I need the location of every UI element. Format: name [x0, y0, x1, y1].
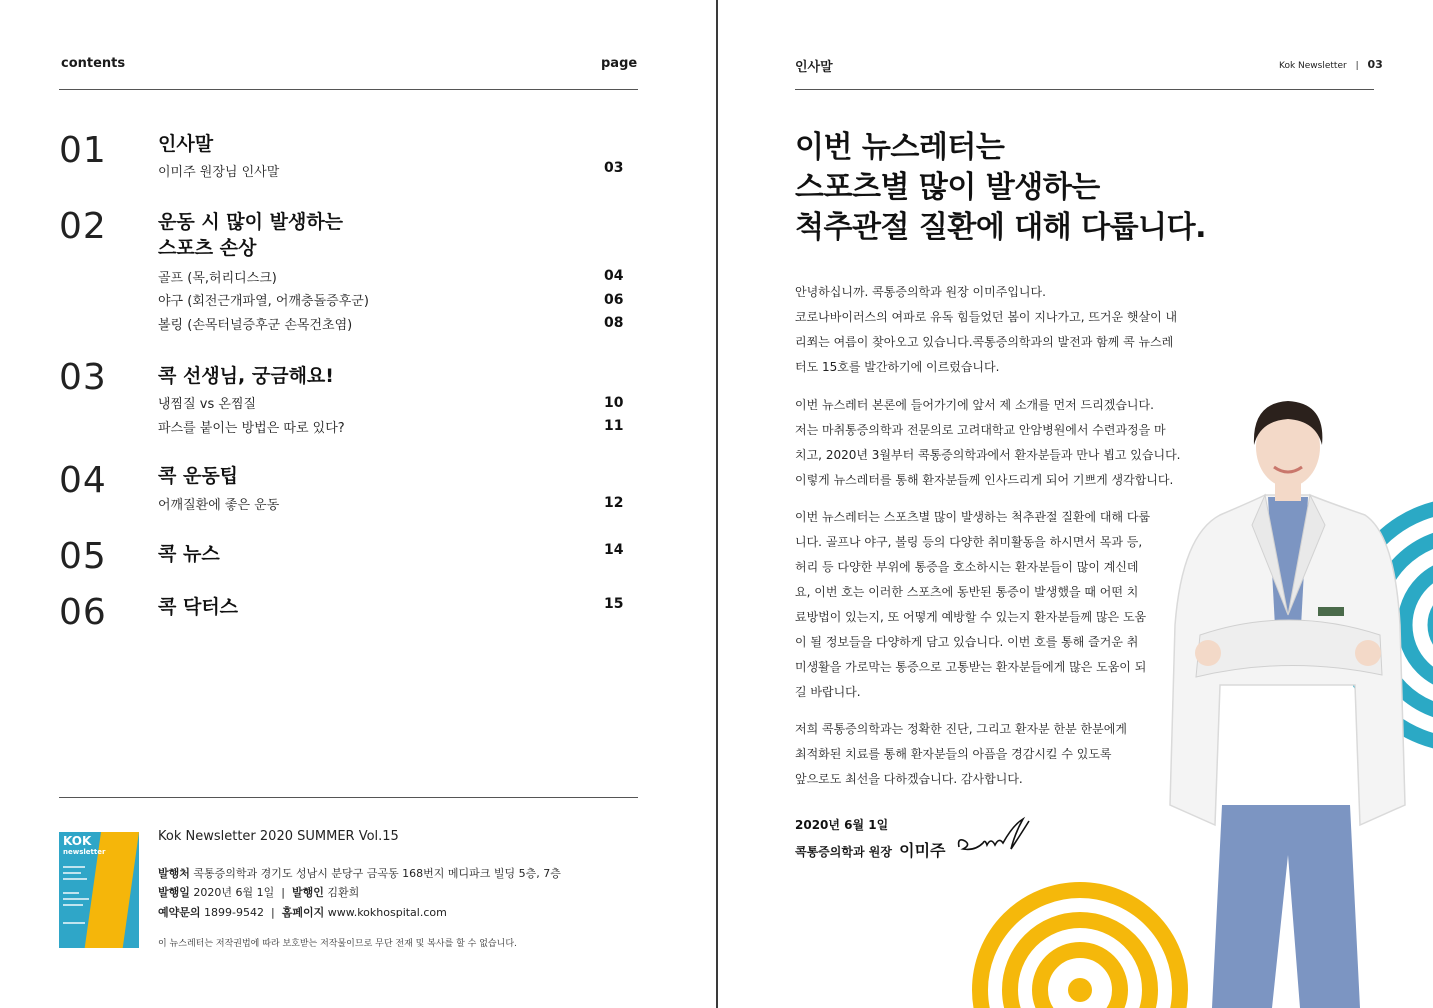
paragraph-line: 터도 15호를 발간하기에 이르렀습니다. [795, 360, 1000, 374]
paragraph-line: 치고, 2020년 3월부터 콕통증의학과에서 환자분들과 만나 뵙고 있습니다. [795, 448, 1181, 462]
toc-page-number: 11 [604, 418, 624, 434]
page-number: 03 [1367, 58, 1383, 71]
running-header [1279, 58, 1383, 71]
section-header: 인사말 [795, 60, 833, 75]
section-number: 06 [59, 592, 107, 633]
paragraph-line: 이번 뉴스레터 본론에 들어가기에 앞서 제 소개를 먼저 드리겠습니다. [795, 398, 1154, 412]
separator: | [270, 906, 275, 919]
paragraph-line: 미생활을 가로막는 통증으로 고통받는 환자분들에게 많은 도움이 되 [795, 660, 1147, 674]
paragraph-line: 료방법이 있는지, 또 어떻게 예방할 수 있는지 환자분들께 많은 도움 [795, 610, 1147, 624]
paragraph-line: 이 될 정보들을 다양하게 담고 있습니다. 이번 호를 통해 즐거운 취 [795, 635, 1139, 649]
toc-item[interactable]: 어깨질환에 좋은 운동 [158, 498, 280, 513]
section-number: 02 [59, 206, 107, 247]
handwritten-signature [955, 815, 1035, 857]
author-name: 이미주 [899, 841, 946, 860]
section-title[interactable]: 콕 닥터스 [158, 596, 239, 618]
paragraph-line: 이렇게 뉴스레터를 통해 환자분들께 인사드리게 되어 기쁘게 생각합니다. [795, 473, 1174, 487]
toc-page-number: 04 [604, 268, 624, 284]
yellow-rings [980, 890, 1180, 1008]
doctor-photo [1160, 385, 1420, 1008]
cover-subtitle: newsletter [63, 848, 106, 856]
doctor-scrubs-pants [1212, 805, 1360, 1008]
topic-paragraph [795, 505, 1180, 705]
header-divider [795, 89, 1374, 90]
greeting-paragraph [795, 280, 1180, 380]
toc-item[interactable]: 이미주 원장님 인사말 [158, 165, 280, 180]
toc-page-number: 14 [604, 542, 624, 558]
publisher-label: 발행처 [158, 867, 190, 880]
newsletter-name: Kok Newsletter [1279, 61, 1347, 71]
publisher-value: 콕통증의학과 경기도 성남시 분당구 금곡동 168번지 메디파크 빌딩 5층, 7층 [193, 867, 561, 880]
headline-line: 척추관절 질환에 대해 다룹니다. [795, 210, 1206, 245]
homepage-link[interactable]: www.kokhospital.com [327, 906, 447, 919]
paragraph-line: 리쬐는 여름이 찾아오고 있습니다.콕통증의학과의 발전과 함께 콕 뉴스레 [795, 335, 1174, 349]
toc-page-number: 15 [604, 596, 624, 612]
toc-page-number: 08 [604, 315, 624, 331]
paragraph-line: 허리 등 다양한 부위에 통증을 호소하시는 환자분들이 많이 계신데 [795, 560, 1139, 574]
toc-item[interactable]: 냉찜질 vs 온찜질 [158, 397, 257, 412]
cover-title: KOK [63, 834, 92, 848]
hand [1195, 640, 1221, 666]
section-title: 콕 선생님, 궁금해요! [158, 365, 334, 387]
toc-page-number: 10 [604, 395, 624, 411]
date-value: 2020년 6월 1일 [193, 886, 275, 899]
signature-author [795, 838, 945, 861]
section-number: 04 [59, 460, 107, 501]
paragraph-line: 저는 마취통증의학과 전문의로 고려대학교 안암병원에서 수련과정을 마 [795, 423, 1166, 437]
paragraph-line: 이번 뉴스레터는 스포츠별 많이 발생하는 척추관절 질환에 대해 다룹 [795, 510, 1151, 524]
name-badge [1318, 607, 1344, 616]
section-title: 콕 운동팁 [158, 465, 239, 487]
author-role: 콕통증의학과 원장 [795, 845, 892, 859]
headline-line: 스포츠별 많이 발생하는 [795, 170, 1100, 205]
greeting-headline [795, 128, 1206, 248]
signature-date: 2020년 6월 1일 [795, 818, 889, 832]
toc-item[interactable]: 파스를 붙이는 방법은 따로 있다? [158, 421, 345, 436]
headline-line: 이번 뉴스레터는 [795, 130, 1005, 165]
paragraph-line: 코로나바이러스의 여파로 유독 힘들었던 봄이 지나가고, 뜨거운 햇살이 내 [795, 310, 1178, 324]
page-header: page [601, 56, 638, 71]
toc-page-number: 06 [604, 292, 624, 308]
homepage-label: 홈페이지 [281, 906, 325, 919]
section-number: 03 [59, 357, 107, 398]
issuer-label: 발행인 [291, 886, 324, 899]
paragraph-line: 니다. 골프나 야구, 볼링 등의 다양한 취미활동을 하시면서 목과 등, [795, 535, 1143, 549]
hand [1355, 640, 1381, 666]
reservation-phone[interactable]: 1899-9542 [204, 906, 264, 919]
paragraph-line: 최적화된 치료를 통해 환자분들의 아픔을 경감시킬 수 있도록 [795, 747, 1112, 761]
header-separator: | [1355, 61, 1359, 71]
toc-item[interactable]: 볼링 (손목터널증후군 손목건초염) [158, 318, 353, 333]
reservation-label: 예약문의 [158, 906, 201, 919]
date-label: 발행일 [158, 886, 190, 899]
paragraph-line: 저희 콕통증의학과는 정확한 진단, 그리고 환자분 한분 한분에게 [795, 722, 1127, 736]
section-title: 인사말 [158, 133, 214, 155]
copyright-notice: 이 뉴스레터는 저작권법에 따라 보호받는 저작물이므로 무단 전재 및 복사를 할 수 없습니다. [158, 939, 517, 949]
section-number: 01 [59, 130, 107, 171]
publication-title: Kok Newsletter 2020 SUMMER Vol.15 [158, 829, 399, 844]
toc-page-number: 12 [604, 495, 624, 511]
contents-header: contents [61, 56, 126, 71]
toc-page-number: 03 [604, 160, 624, 176]
section-title[interactable]: 콕 뉴스 [158, 543, 220, 565]
toc-item[interactable]: 골프 (목,허리디스크) [158, 271, 277, 286]
paragraph-line: 요, 이번 호는 이러한 스포츠에 동반된 통증이 발생했을 때 어떤 치 [795, 585, 1139, 599]
paragraph-line: 안녕하십니까. 콕통증의학과 원장 이미주입니다. [795, 285, 1046, 299]
introduction-paragraph [795, 393, 1180, 493]
paragraph-line: 앞으로도 최선을 다하겠습니다. 감사합니다. [795, 772, 1023, 786]
section-number: 05 [59, 536, 107, 577]
issuer-value: 김환희 [327, 886, 360, 899]
toc-item[interactable]: 야구 (회전근개파열, 어깨충돌증후군) [158, 294, 369, 309]
paragraph-line: 길 바랍니다. [795, 685, 861, 699]
section-title: 스포츠 손상 [158, 237, 257, 259]
closing-paragraph [795, 717, 1180, 792]
separator: | [281, 886, 285, 899]
section-title: 운동 시 많이 발생하는 [158, 211, 344, 233]
